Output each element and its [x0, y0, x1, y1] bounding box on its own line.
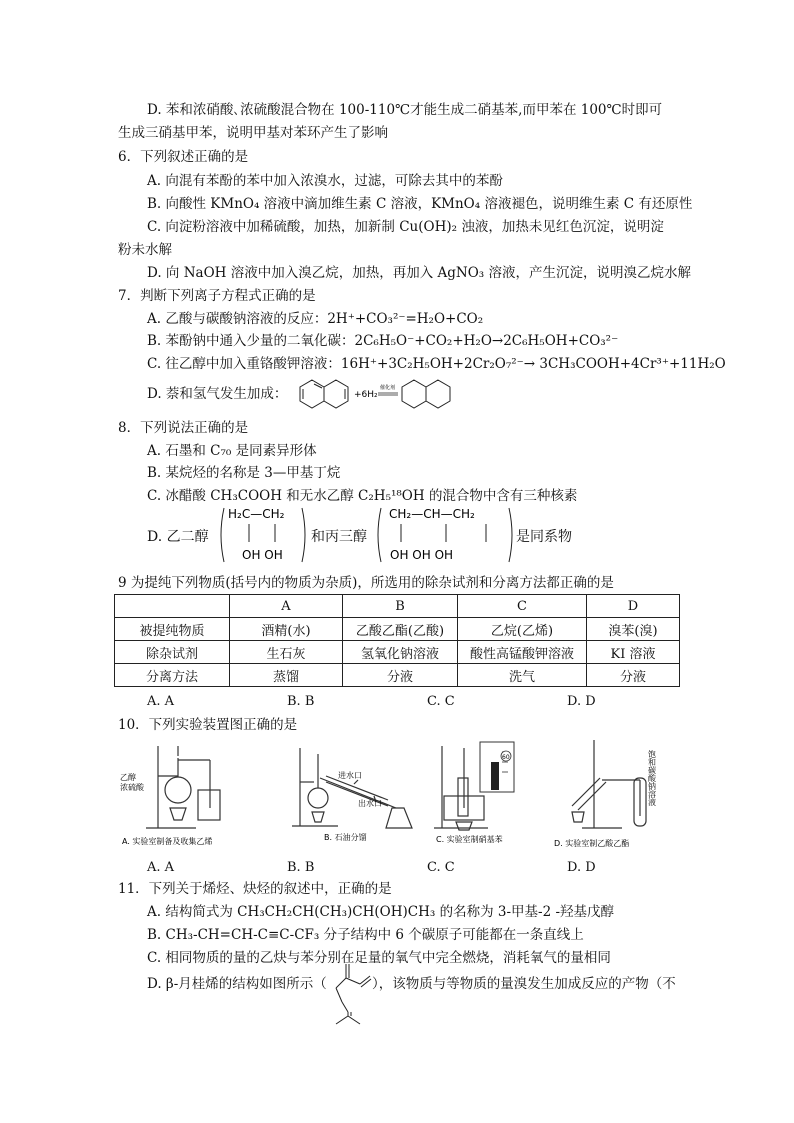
table-cell: 氢氧化钠溶液	[343, 641, 458, 664]
q10-choice-c: C. C	[427, 860, 455, 875]
svg-text:OH OH: OH OH	[242, 548, 283, 562]
naphthalene-hydrogenation-figure	[292, 376, 452, 412]
table-cell: 溴苯(溴)	[587, 618, 680, 641]
header-cell	[115, 595, 230, 618]
q7-option-d: D. 萘和氢气发生加成：	[147, 386, 288, 402]
row-label: 除杂试剂	[115, 641, 230, 664]
figure-d-ethyl-acetate-apparatus	[552, 738, 688, 850]
figure-d-caption: D. 实验室制乙酸乙酯	[554, 839, 630, 848]
q8-option-a: A. 石墨和 C₇₀ 是同素异形体	[147, 443, 317, 459]
q7-option-b: B. 苯酚钠中通入少量的二氧化碳：2C₆H₅O⁻+CO₂+H₂O→2C₆H₅OH+CO₃²⁻	[147, 333, 619, 349]
table-cell: KI 溶液	[587, 641, 680, 664]
reagent-label: +6H₂	[354, 390, 378, 400]
q9-stem: 9 为提纯下列物质(括号内的物质为杂质)，所选用的除杂试剂和分离方法都正确的是	[118, 575, 614, 591]
table-cell: 乙烷(乙烯)	[458, 618, 587, 641]
svg-text:出水口: 出水口	[358, 799, 382, 808]
header-cell: D	[587, 595, 680, 618]
ethylene-glycol-structure	[218, 504, 308, 566]
q9-choice-a: A. A	[147, 694, 175, 709]
q8-option-b: B. 某烷烃的名称是 3—甲基丁烷	[147, 465, 341, 481]
q9-choice-c: C. C	[427, 694, 455, 709]
thermometer-inset	[480, 742, 514, 792]
q8-option-c: C. 冰醋酸 CH₃COOH 和无水乙醇 C₂H₅¹⁸OH 的混合物中含有三种核素	[147, 488, 578, 504]
q11-option-b: B. CH₃-CH=CH-C≡C-CF₃ 分子结构中 6 个碳原子可能都在一条直线上	[147, 927, 584, 943]
naphthalene-structure	[300, 380, 348, 408]
q8-option-d-prefix: D. 乙二醇	[147, 529, 209, 545]
table-cell: 乙酸乙酯(乙酸)	[343, 618, 458, 641]
row-label: 被提纯物质	[115, 618, 230, 641]
q6-stem: 6．下列叙述正确的是	[118, 149, 249, 165]
q10-choice-a: A. A	[147, 860, 175, 875]
table-row	[115, 618, 680, 641]
q7-stem: 7．判断下列离子方程式正确的是	[118, 288, 316, 304]
table-cell: 蒸馏	[230, 664, 343, 687]
figure-b-caption: B. 石油分馏	[324, 833, 367, 842]
svg-text:进水口: 进水口	[338, 771, 362, 780]
header-cell: A	[230, 595, 343, 618]
myrcene-structure	[322, 962, 374, 1030]
figure-c-nitrobenzene-apparatus	[428, 738, 548, 846]
q10-stem: 10．下列实验装置图正确的是	[118, 717, 298, 733]
q8-option-d-mid: 和丙三醇	[311, 529, 367, 545]
q6-option-c-line1: C. 向淀粉溶液中加稀硫酸，加热，加新制 Cu(OH)₂ 浊液，加热未见红色沉淀，说明淀	[147, 219, 664, 235]
svg-text:60: 60	[502, 754, 510, 761]
q8-option-d-suffix: 是同系物	[516, 529, 572, 545]
figure-b-distillation-apparatus	[288, 742, 418, 842]
table-cell: 分液	[343, 664, 458, 687]
header-cell: B	[343, 595, 458, 618]
q7-option-c: C. 往乙醇中加入重铬酸钾溶液：16H⁺+3C₂H₅OH+2Cr₂O₇²⁻→ 3CH₃COOH+4Cr³⁺+11H₂O	[147, 356, 726, 372]
svg-text:OH OH OH: OH OH OH	[390, 548, 454, 562]
table-row	[115, 664, 680, 687]
svg-text:CH₂—CH—CH₂: CH₂—CH—CH₂	[389, 507, 475, 521]
row-label: 分离方法	[115, 664, 230, 687]
figure-a-caption: A. 实验室制备及收集乙烯	[122, 837, 213, 846]
glycerol-structure	[375, 504, 515, 566]
q6-option-b: B. 向酸性 KMnO₄ 溶液中滴加维生素 C 溶液，KMnO₄ 溶液褪色，说明维生素 C 有还原性	[147, 196, 693, 212]
q11-option-c: C. 相同物质的量的乙炔与苯分别在足量的氧气中完全燃烧，消耗氧气的量相同	[147, 950, 611, 966]
q6-option-c-line2: 粉未水解	[118, 242, 172, 258]
q6-option-a: A. 向混有苯酚的苯中加入浓溴水，过滤，可除去其中的苯酚	[147, 173, 503, 189]
q10-choice-b: B. B	[287, 860, 315, 875]
header-cell: C	[458, 595, 587, 618]
table-cell: 分液	[587, 664, 680, 687]
figure-d-label: 饱和碳酸钠溶液	[647, 750, 657, 806]
q11-stem: 11．下列关于烯烃、炔烃的叙述中，正确的是	[118, 881, 392, 897]
svg-text:催化剂: 催化剂	[380, 385, 396, 391]
q7-option-a: A. 乙酸与碳酸钠溶液的反应：2H⁺+CO₃²⁻=H₂O+CO₂	[147, 311, 484, 327]
figure-c-caption: C. 实验室制硝基苯	[436, 835, 503, 844]
q11-option-a: A. 结构简式为 CH₃CH₂CH(CH₃)CH(OH)CH₃ 的名称为 3-甲基-2 -羟基戊醇	[147, 904, 615, 920]
table-cell: 酒精(水)	[230, 618, 343, 641]
table-cell: 生石灰	[230, 641, 343, 664]
table-cell: 洗气	[458, 664, 587, 687]
q5-option-d-line1: D. 苯和浓硝酸､浓硫酸混合物在 100-110℃才能生成二硝基苯,而甲苯在 100℃时即可	[147, 102, 663, 118]
svg-text:乙醇: 乙醇	[120, 773, 136, 782]
q8-stem: 8．下列说法正确的是	[118, 420, 249, 436]
q5-option-d-line2: 生成三硝基甲苯，说明甲基对苯环产生了影响	[118, 125, 388, 141]
q9-choice-d: D. D	[567, 694, 596, 709]
reaction-arrow	[378, 384, 398, 395]
table-header-row	[115, 595, 680, 618]
q11-option-d-suffix: ），该物质与等物质的量溴发生加成反应的产物（不	[372, 976, 676, 992]
q9-choice-b: B. B	[287, 694, 315, 709]
decalin-structure	[402, 380, 450, 408]
q6-option-d: D. 向 NaOH 溶液中加入溴乙烷，加热，再加入 AgNO₃ 溶液，产生沉淀，说明溴乙烷水解	[147, 265, 691, 281]
svg-text:H₂C—CH₂: H₂C—CH₂	[228, 507, 285, 521]
table-row	[115, 641, 680, 664]
table-cell: 酸性高锰酸钾溶液	[458, 641, 587, 664]
q11-option-d-prefix: D. β-月桂烯的结构如图所示（	[147, 976, 327, 992]
q10-choice-d: D. D	[567, 860, 596, 875]
svg-text:浓硫酸: 浓硫酸	[120, 783, 144, 792]
figure-a-ethylene-apparatus	[118, 738, 278, 850]
purification-table	[114, 594, 680, 687]
